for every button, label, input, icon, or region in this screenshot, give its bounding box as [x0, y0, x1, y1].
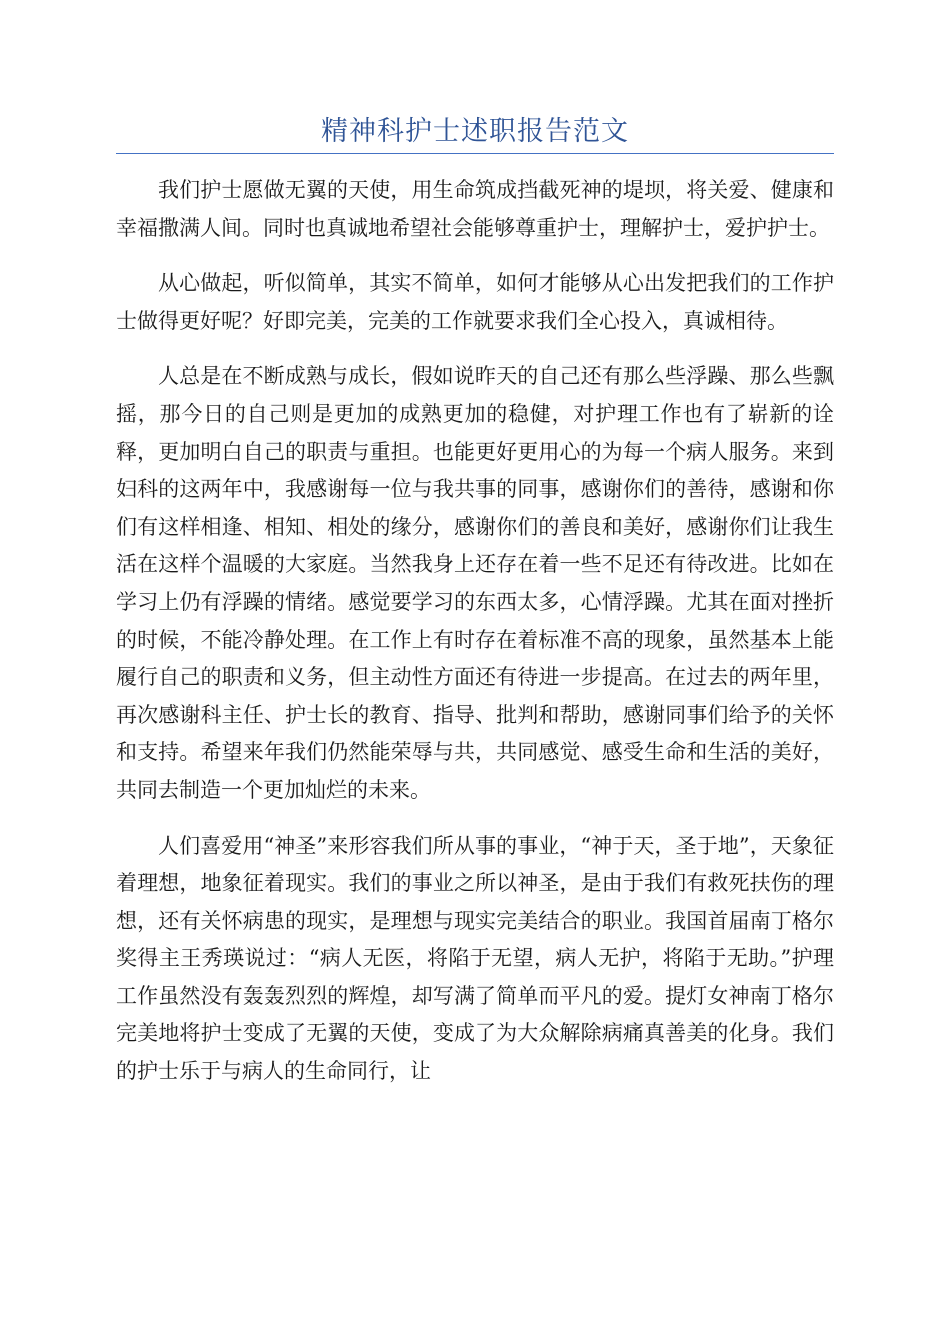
document-title: 精神科护士述职报告范文: [321, 116, 629, 147]
paragraph-1: 我们护士愿做无翼的天使，用生命筑成挡截死神的堤坝，将关爱、健康和幸福撒满人间。同时也真诚地希望社会能够尊重护士，理解护士，爱护护士。: [116, 178, 834, 240]
paragraph-4: 人们喜爱用“神圣”来形容我们所从事的事业，“神于天，圣于地”，天象征着理想，地象征着现实。我们的事业之所以神圣，是由于我们有救死扶伤的理想，还有关怀病患的现实，是理想与现实完美结合的职业。我国首届南丁格尔奖得主王秀瑛说过：“病人无医，将陷于无望，病人无护，将陷于无助。”护理工作虽然没有轰轰烈烈的辉煌，却写满了简单而平凡的爱。提灯女神南丁格尔完美地将护士变成了无翼的天使，变成了为大众解除病痛真善美的化身。我们的护士乐于与病人的生命同行，让: [116, 833, 834, 1084]
paragraph-3: 人总是在不断成熟与成长，假如说昨天的自己还有那么些浮躁、那么些飘摇，那今日的自己则是更加的成熟更加的稳健，对护理工作也有了崭新的诠释，更加明白自己的职责与重担。也能更好更用心的为每一个病人服务。来到妇科的这两年中，我感谢每一位与我共事的同事，感谢你们的善待，感谢和你们有这样相逢、相知、相处的缘分，感谢你们的善良和美好，感谢你们让我生活在这样个温暖的大家庭。当然我身上还存在着一些不足还有待改进。比如在学习上仍有浮躁的情绪。感觉要学习的东西太多，心情浮躁。尤其在面对挫折的时候，不能冷静处理。在工作上有时存在着标准不高的现象，虽然基本上能履行自己的职责和义务，但主动性方面还有待进一步提高。在过去的两年里，再次感谢科主任、护士长的教育、指导、批判和帮助，感谢同事们给予的关怀和支持。希望来年我们仍然能荣辱与共，共同感觉、感受生命和生活的美好，共同去制造一个更加灿烂的未来。: [116, 364, 834, 802]
title-underline: [116, 153, 834, 154]
document-body: [116, 172, 834, 1109]
paragraph-2: 从心做起，听似简单，其实不简单，如何才能够从心出发把我们的工作护士做得更好呢？好即完美，完美的工作就要求我们全心投入，真诚相待。: [116, 271, 834, 333]
